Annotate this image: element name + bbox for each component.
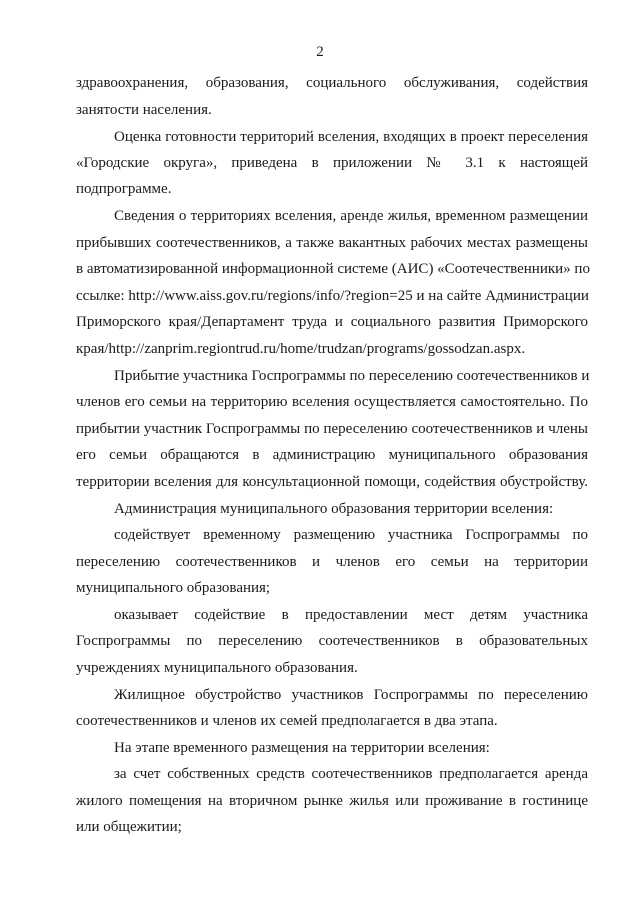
text-line: учреждениях муниципального образования. (76, 660, 358, 676)
text-line: членов его семьи на территорию вселения осуществляется самостоятельно. По (76, 394, 588, 410)
text-line: его семьи обращаются в администрацию муниципального образования (76, 447, 588, 463)
text-line: здравоохранения, образования, социального обслуживания, содействия (76, 75, 588, 91)
text-line: в автоматизированной информационной системе (АИС) «Соотечественники» по (76, 261, 590, 277)
text-line: или общежитии; (76, 819, 182, 835)
page-number: 2 (316, 44, 324, 60)
text-line: Прибытие участника Госпрограммы по переселению соотечественников и (114, 368, 590, 384)
text-line: муниципального образования; (76, 580, 271, 596)
text-line: содействует временному размещению участника Госпрограммы по (114, 527, 588, 543)
text-line: подпрограмме. (76, 181, 172, 197)
text-line: переселению соотечественников и членов его семьи на территории (76, 554, 588, 570)
text-line: Госпрограммы по переселению соотечественников в образовательных (76, 633, 588, 649)
text-line: Приморского края/Департамент труда и социального развития Приморского (76, 314, 588, 330)
text-line: Сведения о территориях вселения, аренде жилья, временном размещении (114, 208, 588, 224)
text-line: территории вселения для консультационной помощи, содействия обустройству. (76, 474, 588, 490)
text-line: Администрация муниципального образования территории вселения: (114, 501, 554, 517)
text-line: края/http://zanprim.regiontrud.ru/home/trudzan/programs/gossodzan.aspx. (76, 341, 526, 357)
text-line: Жилищное обустройство участников Госпрограммы по переселению (114, 687, 588, 703)
text-line: занятости населения. (76, 102, 212, 118)
text-line: за счет собственных средств соотечественников предполагается аренда (114, 766, 588, 782)
text-line: оказывает содействие в предоставлении мест детям участника (114, 607, 588, 623)
text-line: «Городские округа», приведена в приложении № 3.1 к настоящей (76, 155, 588, 171)
text-line: ссылке: http://www.aiss.gov.ru/regions/info/?region=25 и на сайте Администрации (76, 288, 589, 304)
text-line: прибытии участник Госпрограммы по переселению соотечественников и члены (76, 421, 588, 437)
text-line: жилого помещения на вторичном рынке жилья или проживание в гостинице (76, 793, 588, 809)
text-line: соотечественников и членов их семей предполагается в два этапа. (76, 713, 498, 729)
text-line: На этапе временного размещения на территории вселения: (114, 740, 490, 756)
text-line: прибывших соотечественников, а также вакантных рабочих местах размещены (76, 235, 588, 251)
text-line: Оценка готовности территорий вселения, входящих в проект переселения (114, 129, 588, 145)
